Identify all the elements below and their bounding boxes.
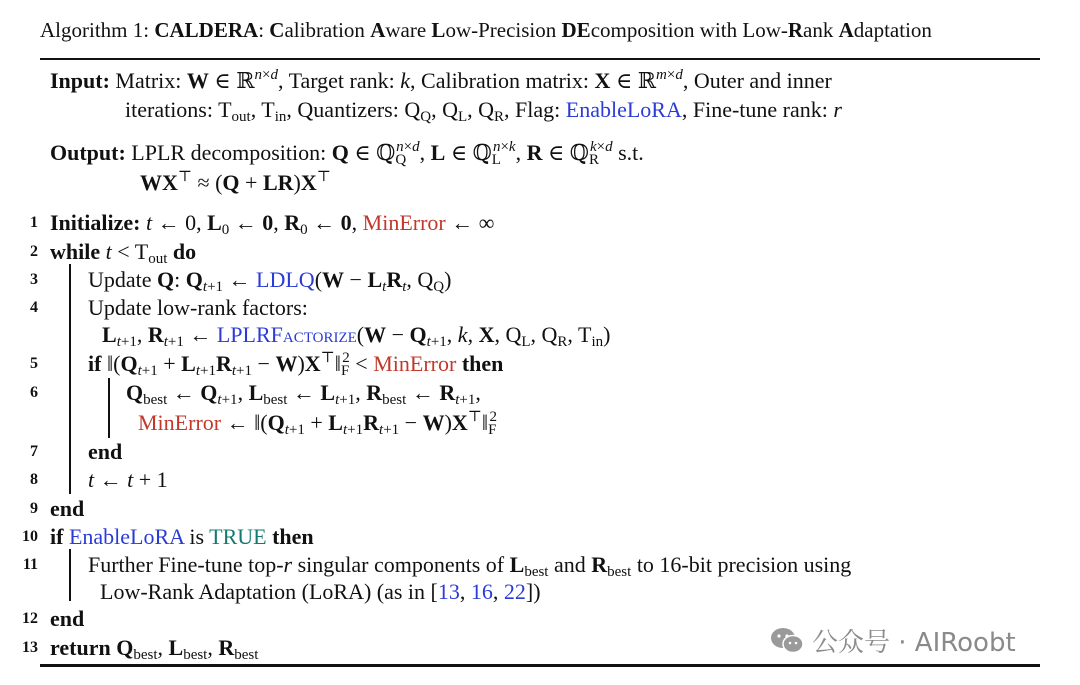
input-label: Input:	[50, 68, 110, 93]
watermark	[770, 622, 1016, 659]
watermark-text: 公众号 · AIRoobt	[812, 628, 1016, 658]
while-block-bar	[69, 264, 71, 494]
caption-title-part: C	[269, 18, 285, 42]
caption-title-part: ow-Precision	[445, 18, 562, 42]
citation-16[interactable]: 16	[470, 579, 493, 604]
caption-title-part: ank	[803, 18, 839, 42]
caption-title-part: A	[838, 18, 854, 42]
if-block-bar	[108, 378, 110, 438]
caption-name: CALDERA	[154, 18, 259, 42]
bottom-rule	[40, 664, 1040, 667]
caption-title-part: R	[787, 18, 804, 42]
caption-label: Algorithm 1:	[40, 18, 150, 42]
input-block-line2: iterations: $T_{out}$, $T_{in}$, Quantizers: $Q_Q$, $Q_L$, $Q_R$, Flag: EnableLoRA, Fine-tune rank: r	[125, 97, 842, 125]
caption-title-part: alibration	[284, 18, 371, 42]
caption-title-part: daptation	[853, 18, 932, 42]
citation-22[interactable]: 22	[503, 579, 526, 604]
output-constraint: WX⊤ ≈ (Q + LR)X⊤	[140, 169, 331, 195]
output-block: Output: LPLR decomposition: Q ∈ ℚ$_Q^{n\times d}$, L ∈ ℚ$_L^{n\times k}$, R ∈ ℚ$_R^{k\times d}$ s.t.	[50, 139, 644, 168]
output-label: Output:	[50, 140, 126, 165]
algorithm-caption	[40, 18, 932, 43]
flag-enablelora: EnableLoRA	[565, 97, 682, 122]
caption-title-part: ware	[385, 18, 432, 42]
input-block: Input: Matrix: W ∈ ℝ$^{n\times d}$, Target rank: k, Calibration matrix: X ∈ ℝ$^{m\times d}$, Outer and inner	[50, 67, 832, 93]
top-rule	[40, 58, 1040, 60]
caption-title-part: :	[258, 18, 270, 42]
if-lora-block-bar	[69, 549, 71, 601]
wechat-icon	[770, 627, 804, 655]
caption-title-part: composition with Low-	[590, 18, 788, 42]
caption-title-part: A	[370, 18, 386, 42]
caption-title-part: L	[431, 18, 446, 42]
caption-title-part: DE	[561, 18, 591, 42]
citation-13[interactable]: 13	[437, 579, 460, 604]
caption-title	[258, 18, 932, 42]
